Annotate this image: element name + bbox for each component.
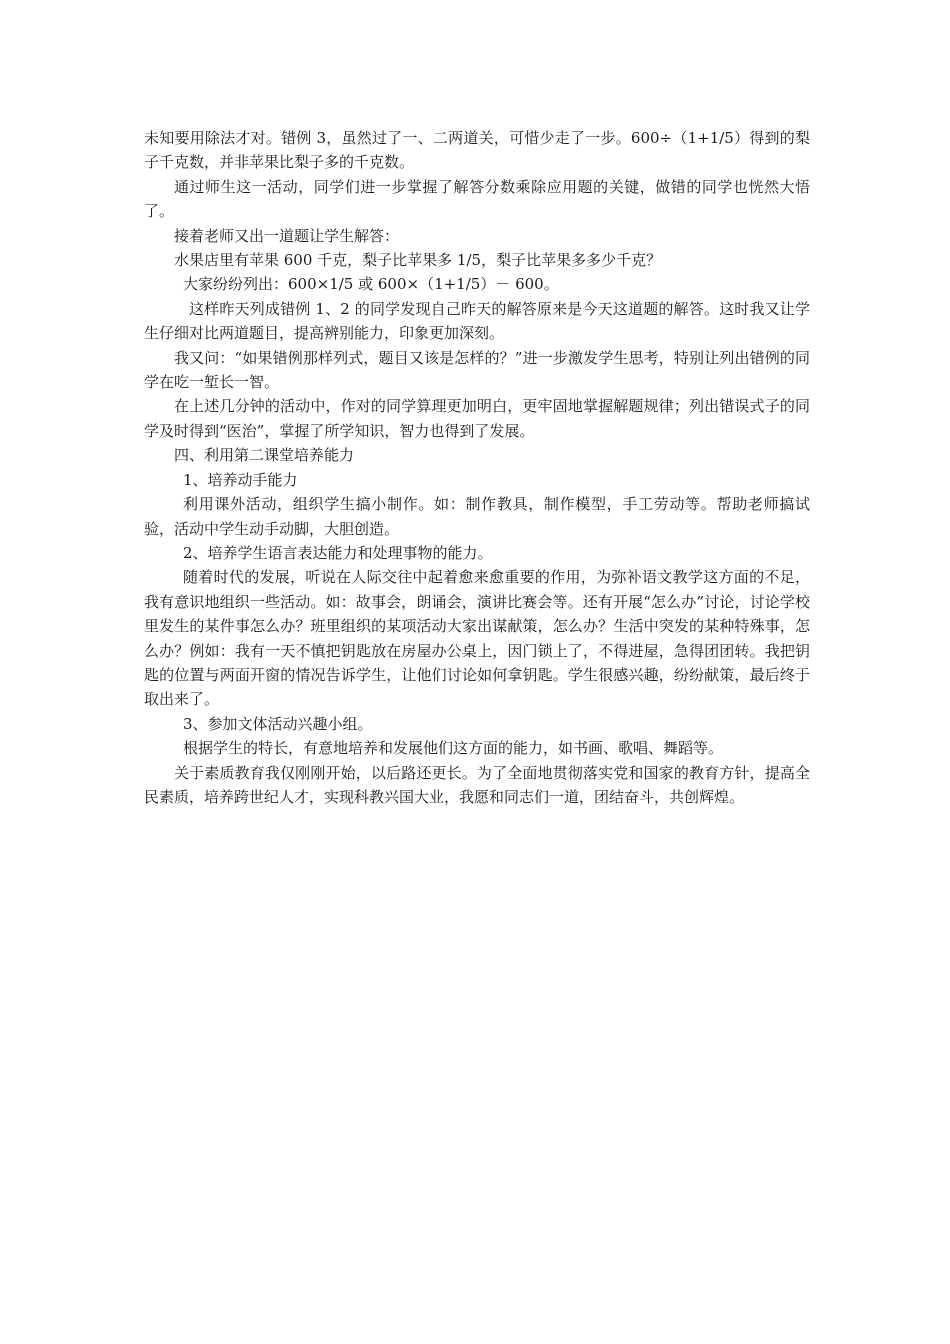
paragraph-2: 通过师生这一活动，同学们进一步掌握了解答分数乘除应用题的关键，做错的同学也恍然大悟了。: [144, 177, 810, 221]
paragraph-12: 关于素质教育我仅刚刚开始，以后路还更长。为了全面地贯彻落实党和国家的教育方针，提高全民素质，培养跨世纪人才，实现科教兴国大业，我愿和同志们一道，团结奋斗，共创辉煌。: [144, 763, 810, 806]
paragraph-9: 利用课外活动，组织学生搞小制作。如：制作教具，制作模型，手工劳动等。帮助老师搞试验，活动中学生动手动脚，大胆创造。: [144, 495, 810, 538]
paragraph-10: 随着时代的发展，听说在人际交往中起着愈来愈重要的作用，为弥补语文教学这方面的不足，我有意识地组织一些活动。如：故事会，朗诵会，演讲比赛会等。还有开展“怎么办”讨论，讨论学校里发生的某件事怎么办？班里组织的某项活动大家出谋献策，怎么办？生活中突发的某种特殊事，怎么办？例如：我有一天不慎把钥匙放在房屋办公桌上，因门锁上了，不得进屋，急得团团转。我把钥匙的位置与两面开窗的情况告诉学生，让他们讨论如何拿钥匙。学生很感兴趣，纷纷献策，最后终于取出来了。: [144, 568, 810, 709]
paragraph-7: 我又问：“如果错例那样列式，题目又该是怎样的？”进一步激发学生思考，特别让列出错例的同学在吃一堑长一智。: [144, 348, 810, 392]
subheading-3: 3、参加文体活动兴趣小组。: [183, 714, 373, 733]
paragraph-4: 水果店里有苹果 600 千克，梨子比苹果多 1/5，梨子比苹果多多少千克？: [174, 251, 662, 270]
paragraph-11: 根据学生的特长，有意地培养和发展他们这方面的能力，如书画、歌唱、舞蹈等。: [183, 739, 724, 758]
paragraph-3: 接着老师又出一道题让学生解答：: [174, 226, 400, 245]
subheading-2: 2、培养学生语言表达能力和处理事物的能力。: [183, 543, 493, 562]
section-heading-4: 四、利用第二课堂培养能力: [174, 446, 355, 465]
paragraph-1: 未知要用除法才对。错例 3，虽然过了一、二两道关，可惜少走了一步。600÷（1+1/5）得到的梨子千克数，并非苹果比梨子多的千克数。: [144, 129, 810, 172]
document-body: [144, 126, 810, 809]
paragraph-8: 在上述几分钟的活动中，作对的同学算理更加明白，更牢固地掌握解题规律；列出错误式子的同学及时得到“医治”，掌握了所学知识，智力也得到了发展。: [144, 397, 810, 440]
paragraph-5: 大家纷纷列出：600×1/5 或 600×（1+1/5）－ 600。: [183, 275, 559, 294]
paragraph-6: 这样昨天列成错例 1、2 的同学发现自己昨天的解答原来是今天这道题的解答。这时我又让学生仔细对比两道题目，提高辨别能力，印象更加深刻。: [144, 299, 810, 343]
subheading-1: 1、培养动手能力: [183, 470, 298, 489]
